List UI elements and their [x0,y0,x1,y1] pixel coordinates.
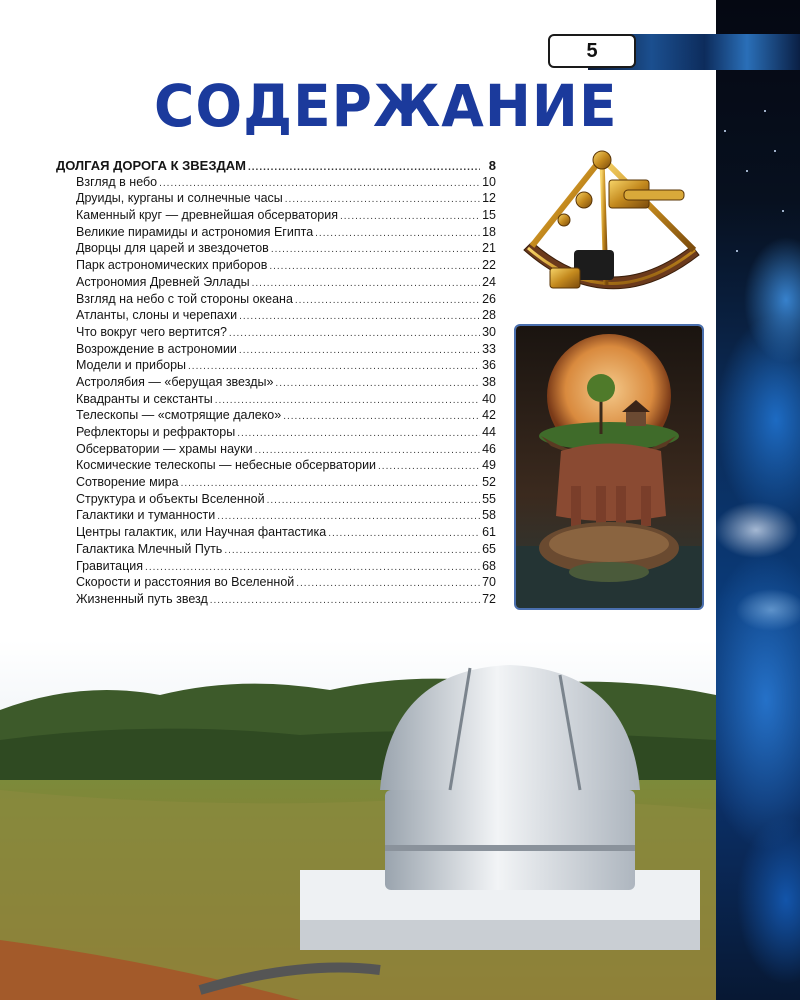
toc-entry[interactable] [56,175,496,192]
toc-entry[interactable] [56,208,496,225]
toc-entry-title: Взгляд в небо [76,174,158,189]
toc-entry-title: Структура и объекты Вселенной [76,491,265,506]
toc-leader-dots [285,194,480,205]
toc-entry[interactable] [56,425,496,442]
toc-page-number: 49 [482,458,496,473]
toc-page-number: 36 [482,358,496,373]
toc-page-number: 18 [482,224,496,239]
page-number: 5 [548,34,636,68]
toc-leader-dots [267,495,480,506]
toc-entry-title: Сотворение мира [76,475,179,490]
toc-entry-title: Космические телескопы — небесные обсерватории [76,458,377,473]
toc-entry-title: Галактики и туманности [76,508,216,523]
world-turtle-illustration [514,324,704,610]
toc-page-number: 28 [482,308,496,323]
toc-entry[interactable] [56,475,496,492]
toc-entry[interactable] [56,492,496,509]
toc-entry-title: Гравитация [76,558,144,573]
toc-entry[interactable] [56,258,496,275]
toc-leader-dots [340,211,480,222]
toc-page-number: 46 [482,441,496,456]
toc-entry-title: Каменный круг — древнейшая обсерватория [76,208,338,223]
toc-entry[interactable] [56,525,496,542]
toc-leader-dots [145,562,480,573]
toc-page-number: 61 [482,525,496,540]
toc-entry-title: Жизненный путь звезд [76,591,208,606]
toc-page-number: 55 [482,491,496,506]
toc-leader-dots [271,244,480,255]
toc-entry[interactable] [56,575,496,592]
space-background-strip [716,0,800,1000]
table-of-contents [56,158,496,609]
toc-section-heading[interactable] [56,158,496,175]
toc-entry-title: Возрождение в астрономии [76,341,237,356]
toc-page-number: 21 [482,241,496,256]
toc-leader-dots [237,428,480,439]
toc-entry-title: Галактика Млечный Путь [76,541,223,556]
toc-entry-title: Атланты, слоны и черепахи [76,308,238,323]
toc-entry[interactable] [56,508,496,525]
toc-entry[interactable] [56,191,496,208]
toc-entry-title: Модели и приборы [76,358,187,373]
toc-leader-dots [159,178,480,189]
page-title: СОДЕРЖАНИЕ [154,72,618,140]
toc-entry-title: Рефлекторы и рефракторы [76,425,236,439]
toc-page-number: 15 [482,208,496,223]
toc-leader-dots [217,511,480,522]
toc-leader-dots [239,311,480,322]
toc-page-number: 44 [482,425,496,439]
toc-leader-dots [188,361,480,372]
observatory-photo [0,640,716,1000]
toc-leader-dots [255,445,480,456]
toc-entry[interactable] [56,358,496,375]
toc-leader-dots [315,228,480,239]
toc-page-number: 52 [482,475,496,490]
toc-entry-title: Дворцы для царей и звездочетов [76,241,269,256]
toc-entry-title: Квадранты и секстанты [76,391,213,406]
toc-entry[interactable] [56,392,496,409]
toc-leader-dots [296,578,480,589]
toc-page-number: 8 [488,158,496,173]
toc-entry-title: Друиды, курганы и солнечные часы [76,191,283,206]
toc-entry-title: Обсерватории — храмы науки [76,441,253,456]
toc-page-number: 42 [482,408,496,423]
toc-leader-dots [283,411,480,422]
toc-leader-dots [252,278,480,289]
toc-entry[interactable] [56,325,496,342]
toc-entry-title: Скорости и расстояния во Вселенной [76,575,295,590]
toc-page-number: 38 [482,374,496,389]
toc-entry[interactable] [56,592,496,609]
toc-entry-title: Парк астрономических приборов [76,258,268,273]
toc-entry-title: Взгляд на небо с той стороны океана [76,291,293,306]
toc-entry[interactable] [56,241,496,258]
toc-page-number: 58 [482,508,496,523]
toc-entry[interactable] [56,225,496,242]
toc-entry[interactable] [56,408,496,425]
toc-page-number: 10 [482,174,496,189]
toc-entry[interactable] [56,442,496,459]
toc-entry-title: ДОЛГАЯ ДОРОГА К ЗВЕЗДАМ [56,158,246,173]
toc-entry-title: Телескопы — «смотрящие далеко» [76,408,282,423]
toc-entry[interactable] [56,292,496,309]
toc-entry[interactable] [56,375,496,392]
toc-leader-dots [229,328,480,339]
page-number-tab [548,34,800,70]
toc-entry-title: Астрономия Древней Эллады [76,274,250,289]
toc-entry[interactable] [56,559,496,576]
toc-page-number: 33 [482,341,496,356]
toc-leader-dots [224,545,480,556]
toc-entry[interactable] [56,308,496,325]
observatory-landscape-art [0,640,716,1000]
toc-entry-title: Великие пирамиды и астрономия Египта [76,224,314,239]
toc-leader-dots [328,528,480,539]
toc-entry[interactable] [56,275,496,292]
toc-leader-dots [239,345,480,356]
toc-page-number: 24 [482,274,496,289]
toc-leader-dots [215,395,480,406]
toc-page-number: 68 [482,558,496,573]
toc-page-number: 26 [482,291,496,306]
toc-page-number: 12 [482,191,496,206]
toc-entry[interactable] [56,342,496,359]
toc-leader-dots [275,378,480,389]
toc-page-number: 22 [482,258,496,273]
sextant-illustration [514,150,704,310]
toc-leader-dots [248,162,480,173]
toc-leader-dots [210,595,480,606]
toc-entry[interactable] [56,542,496,559]
toc-leader-dots [295,295,480,306]
toc-leader-dots [378,461,480,472]
toc-page-number: 65 [482,541,496,556]
toc-page-number: 40 [482,391,496,406]
toc-entry[interactable] [56,458,496,475]
toc-page-number: 70 [482,575,496,590]
toc-entry-title: Центры галактик, или Научная фантастика [76,525,327,540]
world-turtle-art [516,326,702,608]
toc-leader-dots [269,261,480,272]
toc-page-number: 30 [482,324,496,339]
toc-entry-title: Что вокруг чего вертится? [76,324,227,339]
toc-page-number: 72 [482,591,496,606]
toc-leader-dots [181,478,480,489]
toc-entry-title: Астролябия — «берущая звезды» [76,374,274,389]
